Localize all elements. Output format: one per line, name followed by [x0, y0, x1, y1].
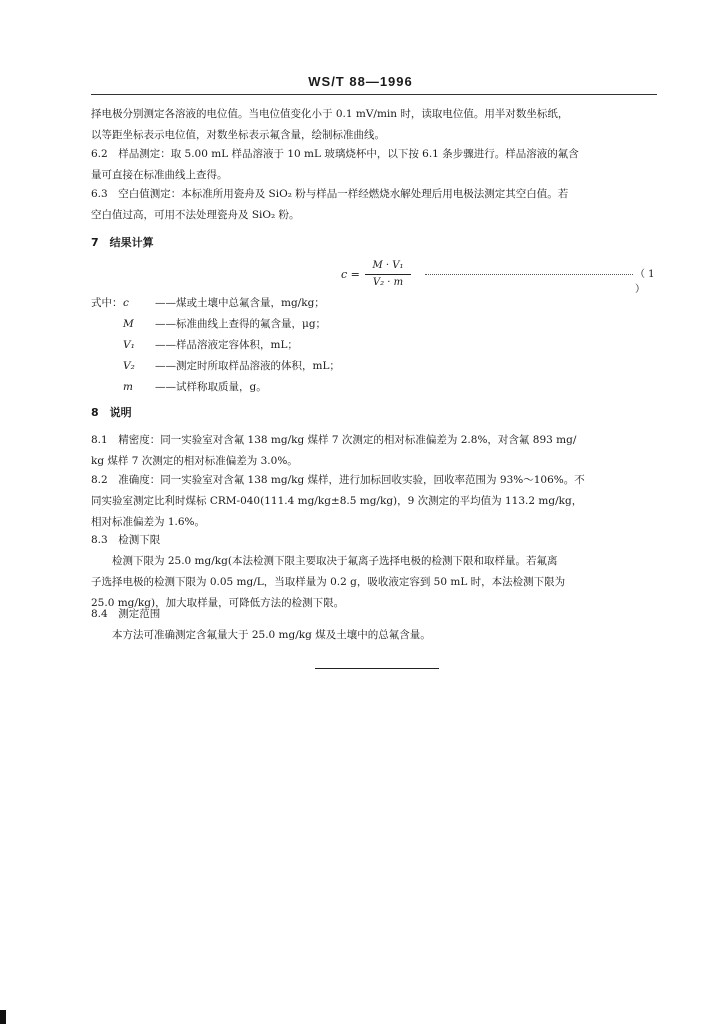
section-8-4-title: 8.4 测定范围 [91, 608, 161, 620]
section-6-3-line-2: 空白值过高，可用不法处理瓷舟及 SiO₂ 粉。 [91, 209, 300, 221]
variable-row [91, 377, 340, 398]
variable-symbol: V₁ [123, 339, 135, 351]
section-8-1-line-1: 8.1 精密度：同一实验室对含氟 138 mg/kg 煤样 7 次测定的相对标准偏差为 2.8%，对含氟 893 mg/ [91, 434, 577, 446]
section-8-1 [91, 430, 657, 472]
formula-leader-dots [425, 266, 633, 275]
section-8-4-line-1: 本方法可准确测定含氟量大于 25.0 mg/kg 煤及土壤中的总氟含量。 [112, 629, 431, 641]
variable-row [91, 293, 340, 314]
intro-line-2: 以等距坐标表示电位值，对数坐标表示氟含量，绘制标准曲线。 [91, 129, 385, 141]
section-8-3 [91, 530, 657, 614]
end-of-document-rule [315, 668, 439, 669]
section-6-2-line-1: 6.2 样品测定：取 5.00 mL 样品溶液于 10 mL 玻璃烧杯中，以下按 6.1 条步骤进行。样品溶液的氟含 [91, 148, 579, 160]
formula-lhs: c = [341, 268, 360, 281]
variable-description: ——测定时所取样品溶液的体积，mL； [155, 360, 340, 372]
section-8-3-line-2: 子选择电极的检测下限为 0.05 mg/L，当取样量为 0.2 g，吸收液定容到 50 mL 时，本法检测下限为 [91, 576, 566, 588]
fraction-bar [365, 274, 411, 275]
section-6-2-line-2: 量可直接在标准曲线上查得。 [91, 169, 228, 181]
section-6-3 [91, 184, 657, 226]
section-8-3-title: 8.3 检测下限 [91, 534, 161, 546]
intro-paragraph [91, 104, 657, 146]
variable-description: ——样品溶液定容体积，mL； [155, 339, 298, 351]
scan-edge-mark [0, 1010, 6, 1024]
variable-definitions [91, 293, 340, 398]
variable-symbol: c [123, 297, 129, 309]
variable-row [91, 335, 340, 356]
formula-denominator: V₂ · m [372, 277, 404, 288]
intro-line-1: 择电极分别测定各溶液的电位值。当电位值变化小于 0.1 mV/min 时，读取电位值。用半对数坐标纸， [91, 108, 569, 120]
section-8-3-line-1: 检测下限为 25.0 mg/kg(本法检测下限主要取决于氟离子选择电极的检测下限和取样量。若氟离 [112, 555, 558, 567]
variable-symbol: V₂ [123, 360, 135, 372]
standard-code-header: WS/T 88—1996 [308, 74, 413, 89]
section-6-2 [91, 144, 657, 186]
section-6-3-line-1: 6.3 空白值测定：本标准所用瓷舟及 SiO₂ 粉与样品一样经燃烧水解处理后用电极法测定其空白值。若 [91, 188, 569, 200]
result-formula [341, 259, 661, 295]
section-8-4 [91, 604, 657, 646]
section-8-3-line-3: 25.0 mg/kg)，加大取样量，可降低方法的检测下限。 [91, 597, 345, 609]
equation-number: （ 1 ） [635, 269, 655, 295]
header-rule [91, 94, 657, 95]
variable-symbol: M [123, 318, 134, 330]
formula-numerator: M · V₁ [372, 260, 404, 271]
variable-symbol: m [123, 381, 133, 393]
variable-description: ——标准曲线上查得的氟含量，μg； [155, 318, 327, 330]
variable-row [91, 356, 340, 377]
section-8-2-line-2: 同实验室测定比利时煤标 CRM-040(111.4 mg/kg±8.5 mg/kg)，9 次测定的平均值为 113.2 mg/kg， [91, 495, 583, 507]
section-8-heading: 8 说明 [91, 406, 132, 419]
section-8-2-line-1: 8.2 准确度：同一实验室对含氟 138 mg/kg 煤样，进行加标回收实验，回收率范围为 93%～106%。不 [91, 474, 585, 486]
formula-fraction [365, 259, 411, 290]
variable-lead: 式中： [91, 297, 123, 309]
variable-description: ——试样称取质量，g。 [155, 381, 267, 393]
variable-row [91, 314, 340, 335]
section-8-2-line-3: 相对标准偏差为 1.6%。 [91, 516, 206, 528]
section-8-2 [91, 470, 657, 533]
variable-description: ——煤或土壤中总氟含量，mg/kg； [155, 297, 325, 309]
section-7-heading: 7 结果计算 [91, 236, 154, 249]
section-8-1-line-2: kg 煤样 7 次测定的相对标准偏差为 3.0%。 [91, 455, 298, 467]
